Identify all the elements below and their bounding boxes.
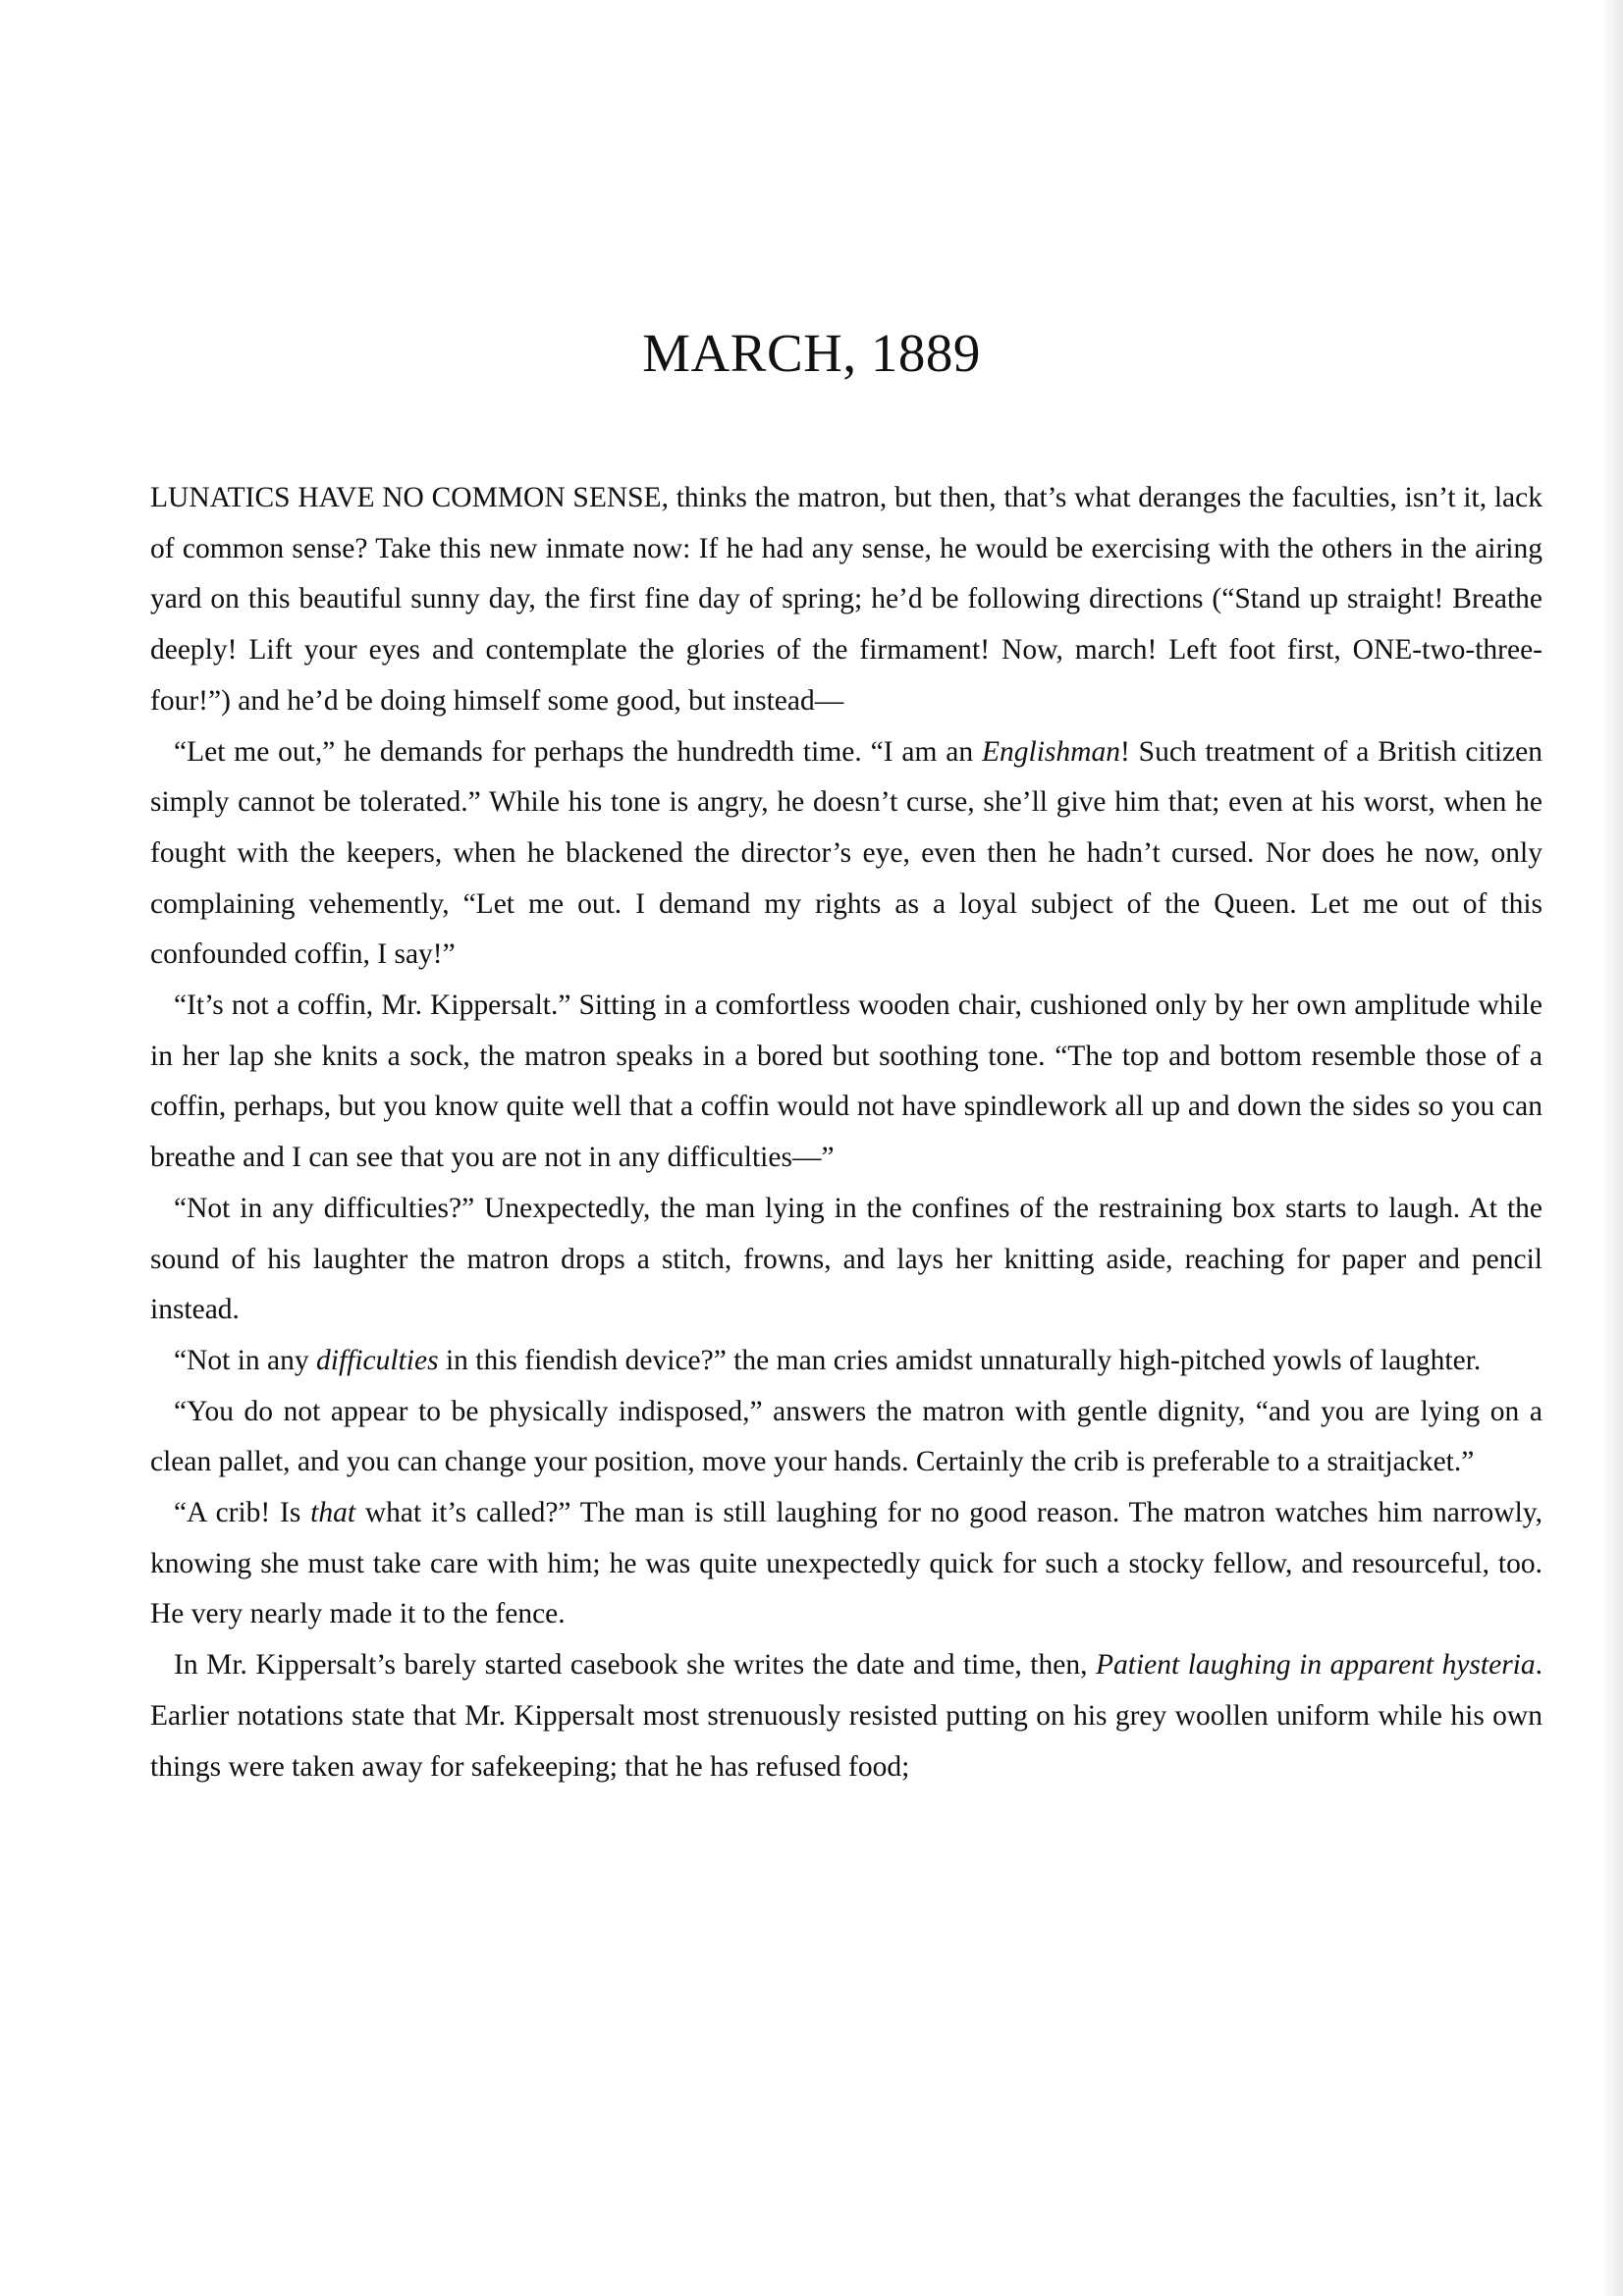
text-run: “It’s not a coffin, Mr. Kippersalt.” Sitting in a comfortless wooden chair, cushioned only by her own amplitude while in her lap she knits a sock, the matron speaks in a bored but soothing tone. “The top and bottom resemble those of a coffin, perhaps, but you know quite well that a coffin would not have spindlework all up and down the sides so you can breathe and I can see that you are not in any difficulties—”: [150, 989, 1542, 1174]
paragraph: [150, 727, 1542, 982]
paragraph: [150, 1640, 1542, 1792]
paragraph: [150, 981, 1542, 1184]
text-run: . Earlier notations state that Mr. Kippersalt most strenuously resisted putting on his grey woollen uniform while his own things were taken away for safekeeping; that he has refused food;: [150, 1649, 1542, 1783]
chapter-title: MARCH, 1889: [642, 323, 981, 383]
text-run: LUNATICS HAVE NO COMMON SENSE, thinks the matron, but then, that’s what deranges the faculties, isn’t it, lack of common sense? Take this new inmate now: If he had any sense, he would be exercising with the others in the airing yard on this beautiful sunny day, the first fine day of spring; he’d be following directions (“Stand up straight! Breathe deeply! Lift your eyes and contemplate the glories of the firmament! Now, march! Left foot first, ONE-two-three-four!”) and he’d be doing himself some good, but instead—: [150, 482, 1542, 717]
italic-text: that: [310, 1497, 356, 1529]
text-run: “Not in any: [174, 1344, 317, 1376]
paragraph: [150, 1387, 1542, 1488]
paragraph: [150, 1336, 1542, 1387]
italic-text: Patient laughing in apparent hysteria: [1096, 1649, 1536, 1682]
text-run: ! Such treatment of a British citizen simply cannot be tolerated.” While his tone is angry, he doesn’t curse, she’ll give him that; even at his worst, when he fought with the keepers, when he blackened the director’s eye, even then he hadn’t cursed. Nor does he now, only complaining vehemently, “Let me out. I demand my rights as a loyal subject of the Queen. Let me out of this confounded coffin, I say!”: [150, 735, 1542, 971]
paragraph: [150, 1488, 1542, 1640]
paragraph: [150, 473, 1542, 727]
text-run: “Not in any difficulties?” Unexpectedly, the man lying in the confines of the restraining box starts to laugh. At the sound of his laughter the matron drops a stitch, frowns, and lays her knitting aside, reaching for paper and pencil instead.: [150, 1192, 1542, 1326]
text-run: In Mr. Kippersalt’s barely started casebook she writes the date and time, then,: [174, 1649, 1097, 1682]
text-run: “A crib! Is: [174, 1497, 311, 1529]
italic-text: difficulties: [316, 1344, 439, 1376]
text-run: what it’s called?” The man is still laughing for no good reason. The matron watches him narrowly, knowing she must take care with him; he was quite unexpectedly quick for such a stocky fellow, and resourceful, too. He very nearly made it to the fence.: [150, 1497, 1543, 1630]
text-run: in this fiendish device?” the man cries amidst unnaturally high-pitched yowls of laughter.: [438, 1344, 1482, 1376]
text-run: “Let me out,” he demands for perhaps the hundredth time. “I am an: [174, 735, 983, 768]
text-run: “You do not appear to be physically indisposed,” answers the matron with gentle dignity, “and you are lying on a clean pallet, and you can change your position, move your hands. Certainly the crib is preferable to a straitjacket.”: [150, 1395, 1542, 1478]
paragraph: [150, 1184, 1542, 1336]
chapter-body: [150, 473, 1542, 1792]
italic-text: Englishman: [982, 735, 1120, 768]
